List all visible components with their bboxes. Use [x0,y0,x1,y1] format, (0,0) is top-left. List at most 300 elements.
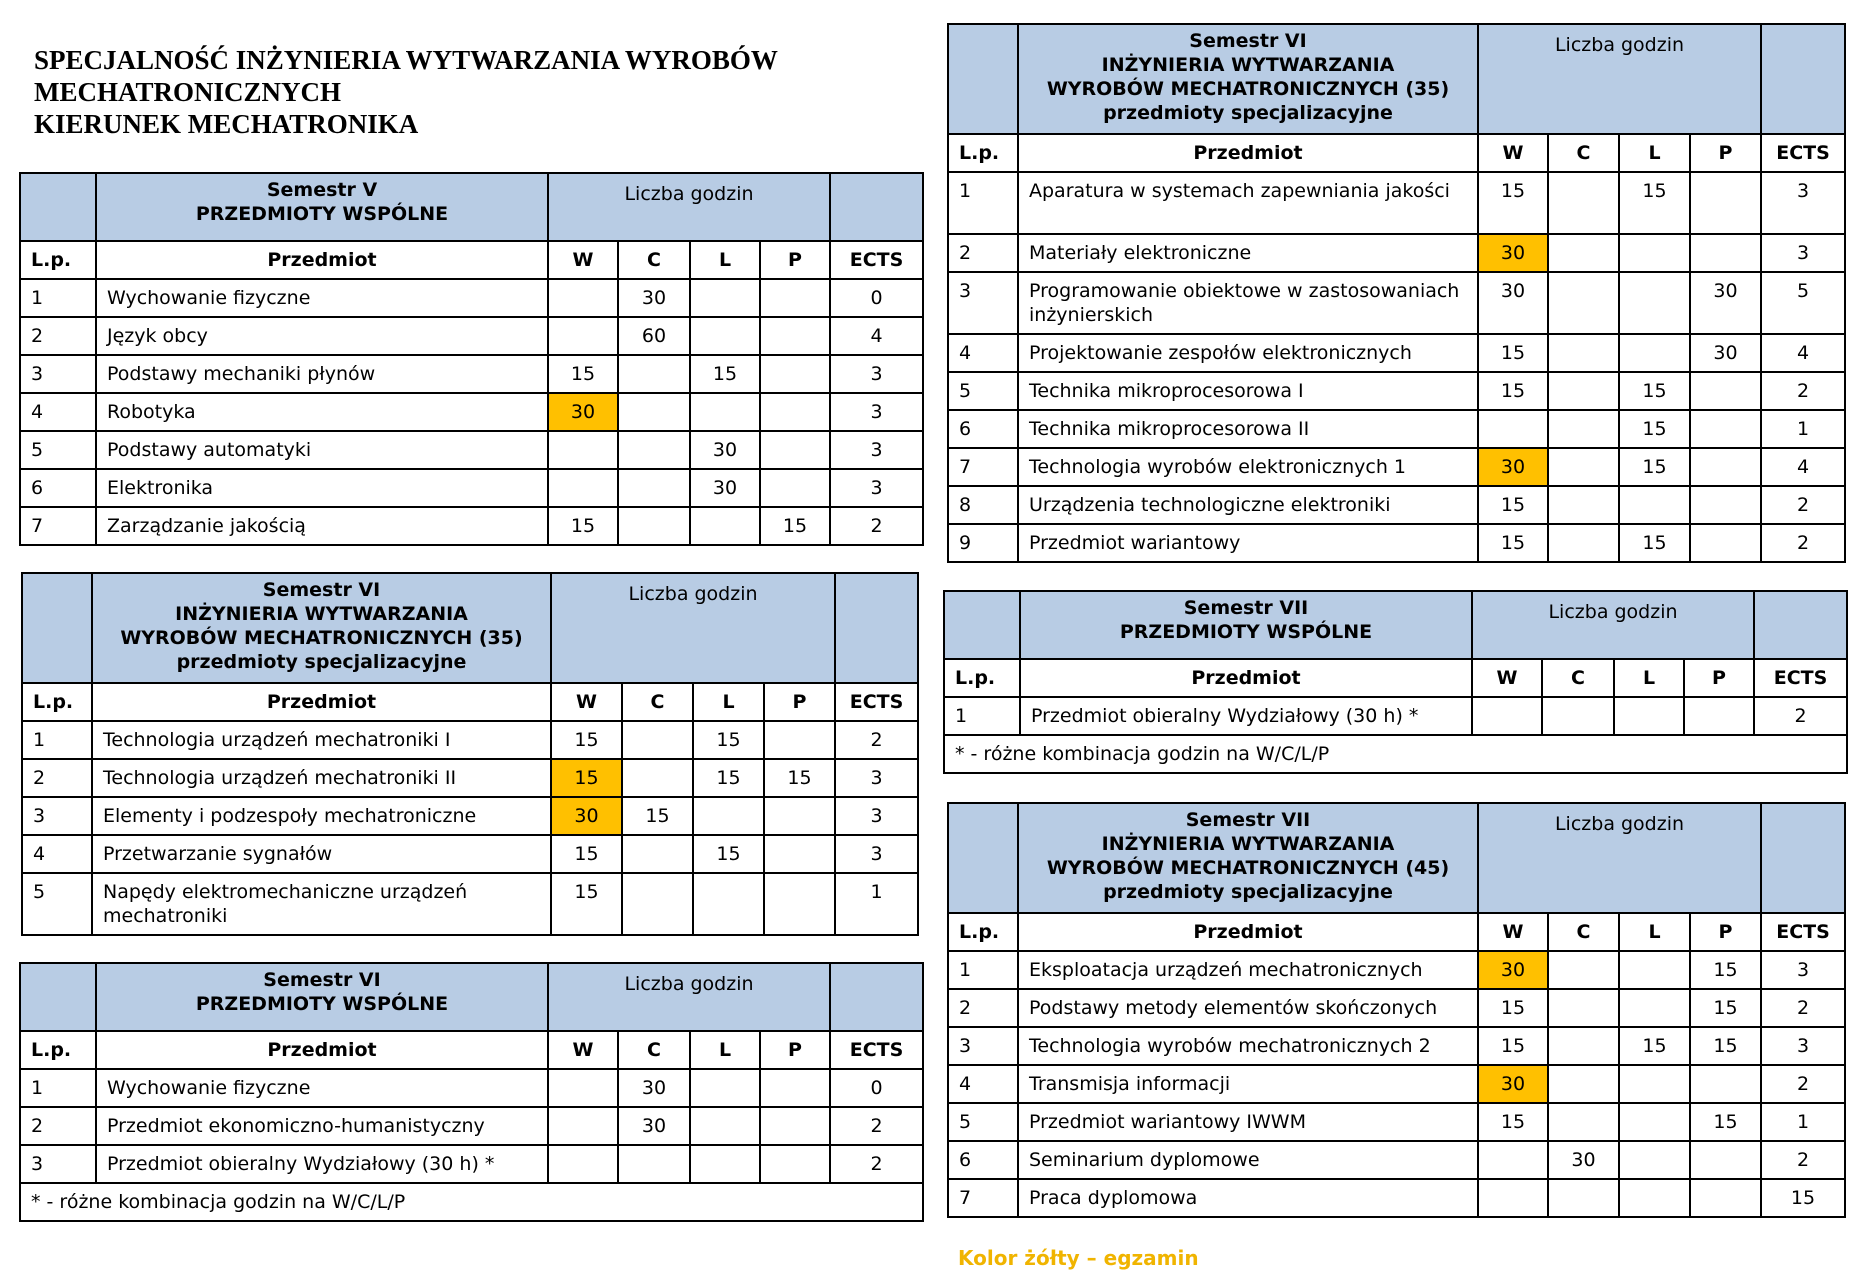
row-subject: Wychowanie fizyczne [96,1069,548,1107]
semester-title-line: przedmioty specjalizacyjne [1103,881,1393,903]
row-w [548,1145,618,1183]
row-subject: Przetwarzanie sygnałów [92,835,551,873]
row-lp: 3 [22,797,92,835]
table-sem6-common [19,962,924,1222]
row-ects: 3 [830,431,923,469]
row-w: 15 [1478,172,1548,234]
row-w-exam: 30 [1478,1065,1548,1103]
col-l: L [690,1031,760,1069]
row-lp: 6 [948,410,1018,448]
row-c [1548,234,1619,272]
table-row [20,355,923,393]
row-w [548,469,618,507]
row-subject: Robotyka [96,393,548,431]
row-ects: 4 [1761,334,1845,372]
semester-title-line: Semestr VII [1183,597,1309,619]
row-p [760,355,830,393]
row-ects: 3 [1761,1027,1845,1065]
row-w [1478,410,1548,448]
col-w: W [1478,134,1548,172]
table-note: * - różne kombinacja godzin na W/C/L/P [20,1183,923,1221]
row-subject: Wychowanie fizyczne [96,279,548,317]
row-l: 30 [690,431,760,469]
row-c [1548,448,1619,486]
col-w: W [548,241,618,279]
row-w [548,1069,618,1107]
row-w: 15 [1478,334,1548,372]
row-lp: 5 [20,431,96,469]
row-l [690,317,760,355]
row-lp: 8 [948,486,1018,524]
row-ects: 2 [1761,372,1845,410]
row-ects: 4 [830,317,923,355]
row-l [1619,486,1690,524]
row-w: 15 [1478,989,1548,1027]
col-p: P [1684,659,1754,697]
row-w [1478,1179,1548,1217]
row-ects: 4 [1761,448,1845,486]
row-ects: 15 [1761,1179,1845,1217]
row-lp: 7 [20,507,96,545]
column-header-row [948,913,1845,951]
semester-title-line: Semestr VI [262,579,381,601]
row-p [760,317,830,355]
row-ects: 1 [1761,1103,1845,1141]
table-row [20,1107,923,1145]
semester-title-line: WYROBÓW MECHATRONICZNYCH (35) [120,627,523,649]
row-c [1548,989,1619,1027]
col-l: L [1619,913,1690,951]
col-c: C [1548,134,1619,172]
row-l [693,797,764,835]
semester-title-line: przedmioty specjalizacyjne [176,651,467,673]
col-p: P [760,241,830,279]
row-l [1619,334,1690,372]
row-p [1690,1141,1761,1179]
row-c [622,721,693,759]
row-w [548,317,618,355]
row-c [622,835,693,873]
row-subject: Język obcy [96,317,548,355]
row-w: 30 [1478,272,1548,334]
row-p [760,1145,830,1183]
row-ects: 2 [830,1145,923,1183]
table-header-row [944,591,1847,659]
hours-label: Liczba godzin [548,173,830,241]
table-row [948,1103,1845,1141]
col-lp: L.p. [948,134,1018,172]
row-p: 15 [1690,989,1761,1027]
row-lp: 2 [22,759,92,797]
row-subject: Napędy elektromechaniczne urządzeń mechatroniki [92,873,551,935]
row-lp: 3 [20,1145,96,1183]
semester-title-line: WYROBÓW MECHATRONICZNYCH (45) [1046,857,1450,879]
row-c [622,759,693,797]
table-row [944,697,1847,735]
title-line: KIERUNEK MECHATRONIKA [34,109,419,139]
row-c [622,873,693,935]
row-ects: 3 [835,835,918,873]
col-p: P [760,1031,830,1069]
col-lp: L.p. [20,241,96,279]
col-w: W [551,683,622,721]
row-p: 30 [1690,272,1761,334]
table-row [20,317,923,355]
table-sem7-common [943,590,1848,774]
exam-color-legend: Kolor żółty – egzamin [958,1246,1199,1270]
row-lp: 1 [20,279,96,317]
header-empty-cell [1761,803,1845,913]
row-p: 30 [1690,334,1761,372]
row-lp: 2 [20,1107,96,1145]
table-row [22,873,918,935]
semester-title-line: INŻYNIERIA WYTWARZANIA [1101,54,1395,76]
row-p [760,431,830,469]
row-p [760,1107,830,1145]
row-c [1542,697,1614,735]
row-p [1684,697,1754,735]
row-ects: 1 [835,873,918,935]
row-w: 15 [1478,486,1548,524]
row-lp: 4 [948,1065,1018,1103]
row-l: 15 [1619,1027,1690,1065]
row-ects: 2 [830,507,923,545]
table-row [948,524,1845,562]
semester-title [92,573,551,683]
row-subject: Aparatura w systemach zapewniania jakości [1018,172,1478,234]
row-c [1548,334,1619,372]
row-w: 15 [1478,524,1548,562]
row-p [764,873,835,935]
col-lp: L.p. [20,1031,96,1069]
row-w-exam: 30 [1478,448,1548,486]
row-lp: 3 [948,1027,1018,1065]
row-c [1548,951,1619,989]
table-row [948,951,1845,989]
row-p [760,393,830,431]
row-lp: 1 [944,697,1020,735]
col-l: L [690,241,760,279]
table-row [22,759,918,797]
row-l [1614,697,1684,735]
table-row [948,334,1845,372]
header-empty-cell [835,573,918,683]
row-l: 15 [1619,524,1690,562]
row-subject: Technika mikroprocesorowa II [1018,410,1478,448]
table-row [20,393,923,431]
table-header-row [22,573,918,683]
semester-title [1020,591,1472,659]
semester-title-line: Semestr VII [1185,809,1311,831]
row-w [548,279,618,317]
row-w [1472,697,1542,735]
table-header-row [948,24,1845,134]
row-p: 15 [1690,951,1761,989]
hours-label: Liczba godzin [1478,24,1761,134]
table-sem5-common [19,172,924,546]
col-l: L [1614,659,1684,697]
table-row [948,1065,1845,1103]
row-c [1548,1065,1619,1103]
col-c: C [1548,913,1619,951]
table-row [948,1141,1845,1179]
row-c [618,1145,690,1183]
row-w [548,431,618,469]
col-ects: ECTS [830,1031,923,1069]
col-c: C [618,241,690,279]
col-lp: L.p. [948,913,1018,951]
table-note-row [944,735,1847,773]
row-ects: 0 [830,1069,923,1107]
semester-title [96,173,548,241]
hours-label: Liczba godzin [1478,803,1761,913]
row-lp: 6 [948,1141,1018,1179]
row-subject: Przedmiot obieralny Wydziałowy (30 h) * [96,1145,548,1183]
row-p [1690,524,1761,562]
semester-title-line: INŻYNIERIA WYTWARZANIA [175,603,468,625]
row-subject: Urządzenia technologiczne elektroniki [1018,486,1478,524]
row-w-exam: 30 [548,393,618,431]
semester-title-line: PRZEDMIOTY WSPÓLNE [195,203,449,225]
row-p [1690,486,1761,524]
header-empty-cell [830,173,923,241]
row-lp: 2 [948,234,1018,272]
row-subject: Przedmiot obieralny Wydziałowy (30 h) * [1020,697,1472,735]
row-subject: Podstawy automatyki [96,431,548,469]
row-lp: 1 [20,1069,96,1107]
table-row [948,989,1845,1027]
row-c [1548,410,1619,448]
semester-title [96,963,548,1031]
row-lp: 5 [948,1103,1018,1141]
col-przedmiot: Przedmiot [96,241,548,279]
row-c [1548,1027,1619,1065]
row-c [1548,272,1619,334]
semester-title-line: PRZEDMIOTY WSPÓLNE [1119,621,1373,643]
row-ects: 2 [835,721,918,759]
row-lp: 5 [22,873,92,935]
row-lp: 4 [20,393,96,431]
row-l [690,393,760,431]
row-ects: 5 [1761,272,1845,334]
row-l [1619,1065,1690,1103]
row-p [1690,410,1761,448]
row-ects: 3 [830,469,923,507]
col-przedmiot: Przedmiot [1018,134,1478,172]
row-l: 15 [1619,410,1690,448]
row-c: 60 [618,317,690,355]
column-header-row [948,134,1845,172]
hours-label: Liczba godzin [1472,591,1754,659]
col-lp: L.p. [944,659,1020,697]
row-subject: Seminarium dyplomowe [1018,1141,1478,1179]
row-p: 15 [1690,1027,1761,1065]
row-c [1548,524,1619,562]
row-subject: Zarządzanie jakością [96,507,548,545]
row-c [618,431,690,469]
table-sem6-specialization-right [947,23,1846,563]
row-subject: Podstawy metody elementów skończonych [1018,989,1478,1027]
row-c: 30 [618,279,690,317]
row-w: 15 [548,355,618,393]
row-p [764,797,835,835]
row-lp: 7 [948,1179,1018,1217]
row-l: 15 [1619,172,1690,234]
semester-title-line: Semestr VI [263,969,381,991]
col-ects: ECTS [835,683,918,721]
row-p [764,721,835,759]
table-row [948,1027,1845,1065]
table-note-row [20,1183,923,1221]
row-p [1690,448,1761,486]
row-ects: 3 [830,355,923,393]
col-ects: ECTS [830,241,923,279]
row-p [1690,372,1761,410]
row-subject: Eksploatacja urządzeń mechatronicznych [1018,951,1478,989]
row-lp: 3 [948,272,1018,334]
header-empty-cell [1754,591,1847,659]
table-row [948,172,1845,234]
row-l [1619,989,1690,1027]
row-l [690,507,760,545]
row-subject: Programowanie obiektowe w zastosowaniach inżynierskich [1018,272,1478,334]
row-p [760,279,830,317]
col-ects: ECTS [1761,134,1845,172]
row-w-exam: 15 [551,759,622,797]
col-przedmiot: Przedmiot [1018,913,1478,951]
row-subject: Technologia wyrobów mechatronicznych 2 [1018,1027,1478,1065]
row-ects: 2 [830,1107,923,1145]
row-c [618,355,690,393]
header-empty-cell [22,573,92,683]
col-c: C [1542,659,1614,697]
semester-title-line: Semestr VI [1189,30,1307,52]
row-lp: 1 [948,951,1018,989]
row-ects: 2 [1761,1141,1845,1179]
row-l [690,1107,760,1145]
col-p: P [1690,913,1761,951]
row-p: 15 [760,507,830,545]
table-header-row [20,173,923,241]
row-w-exam: 30 [1478,951,1548,989]
table-row [948,272,1845,334]
table-row [20,1069,923,1107]
row-subject: Technologia urządzeń mechatroniki II [92,759,551,797]
row-subject: Przedmiot wariantowy [1018,524,1478,562]
row-c [1548,1103,1619,1141]
row-w: 15 [548,507,618,545]
row-c [1548,372,1619,410]
table-sem7-specialization [947,802,1846,1218]
row-subject: Technologia wyrobów elektronicznych 1 [1018,448,1478,486]
hours-label: Liczba godzin [551,573,835,683]
row-c [618,469,690,507]
row-w: 15 [551,873,622,935]
col-p: P [764,683,835,721]
row-subject: Przedmiot wariantowy IWWM [1018,1103,1478,1141]
row-subject: Projektowanie zespołów elektronicznych [1018,334,1478,372]
table-row [948,448,1845,486]
row-ects: 2 [1754,697,1847,735]
row-l [1619,1141,1690,1179]
table-row [22,797,918,835]
row-p: 15 [764,759,835,797]
col-przedmiot: Przedmiot [92,683,551,721]
row-w: 15 [551,721,622,759]
table-header-row [20,963,923,1031]
row-subject: Transmisja informacji [1018,1065,1478,1103]
row-p: 15 [1690,1103,1761,1141]
row-w: 15 [1478,1027,1548,1065]
row-lp: 1 [22,721,92,759]
row-subject: Elementy i podzespoły mechatroniczne [92,797,551,835]
row-w: 15 [1478,1103,1548,1141]
header-empty-cell [1761,24,1845,134]
column-header-row [22,683,918,721]
column-header-row [20,241,923,279]
row-subject: Elektronika [96,469,548,507]
row-c: 30 [618,1107,690,1145]
row-ects: 2 [1761,486,1845,524]
row-ects: 3 [835,759,918,797]
column-header-row [20,1031,923,1069]
row-p [764,835,835,873]
col-ects: ECTS [1754,659,1847,697]
row-lp: 9 [948,524,1018,562]
row-l [693,873,764,935]
row-w-exam: 30 [1478,234,1548,272]
row-c [1548,172,1619,234]
row-subject: Podstawy mechaniki płynów [96,355,548,393]
col-p: P [1690,134,1761,172]
col-c: C [622,683,693,721]
row-l: 15 [693,835,764,873]
row-c [1548,486,1619,524]
table-row [948,1179,1845,1217]
col-l: L [1619,134,1690,172]
row-lp: 7 [948,448,1018,486]
row-l: 15 [693,759,764,797]
row-ects: 3 [830,393,923,431]
semester-title-line: INŻYNIERIA WYTWARZANIA [1101,833,1395,855]
semester-title [1018,24,1478,134]
row-w [1478,1141,1548,1179]
row-ects: 3 [1761,951,1845,989]
col-w: W [548,1031,618,1069]
table-row [20,507,923,545]
hours-label: Liczba godzin [548,963,830,1031]
semester-title-line: Semestr V [266,179,378,201]
row-ects: 3 [835,797,918,835]
row-ects: 3 [1761,172,1845,234]
row-w-exam: 30 [551,797,622,835]
row-lp: 5 [948,372,1018,410]
row-lp: 6 [20,469,96,507]
row-l [690,279,760,317]
table-header-row [948,803,1845,913]
semester-title-line: przedmioty specjalizacyjne [1103,102,1393,124]
table-row [20,1145,923,1183]
title-line: MECHATRONICZNYCH [34,77,342,107]
row-subject: Praca dyplomowa [1018,1179,1478,1217]
col-ects: ECTS [1761,913,1845,951]
col-przedmiot: Przedmiot [96,1031,548,1069]
row-w [548,1107,618,1145]
row-l: 15 [693,721,764,759]
row-l [1619,234,1690,272]
row-lp: 3 [20,355,96,393]
title-line: SPECJALNOŚĆ INŻYNIERIA WYTWARZANIA WYROBÓW [34,45,778,75]
